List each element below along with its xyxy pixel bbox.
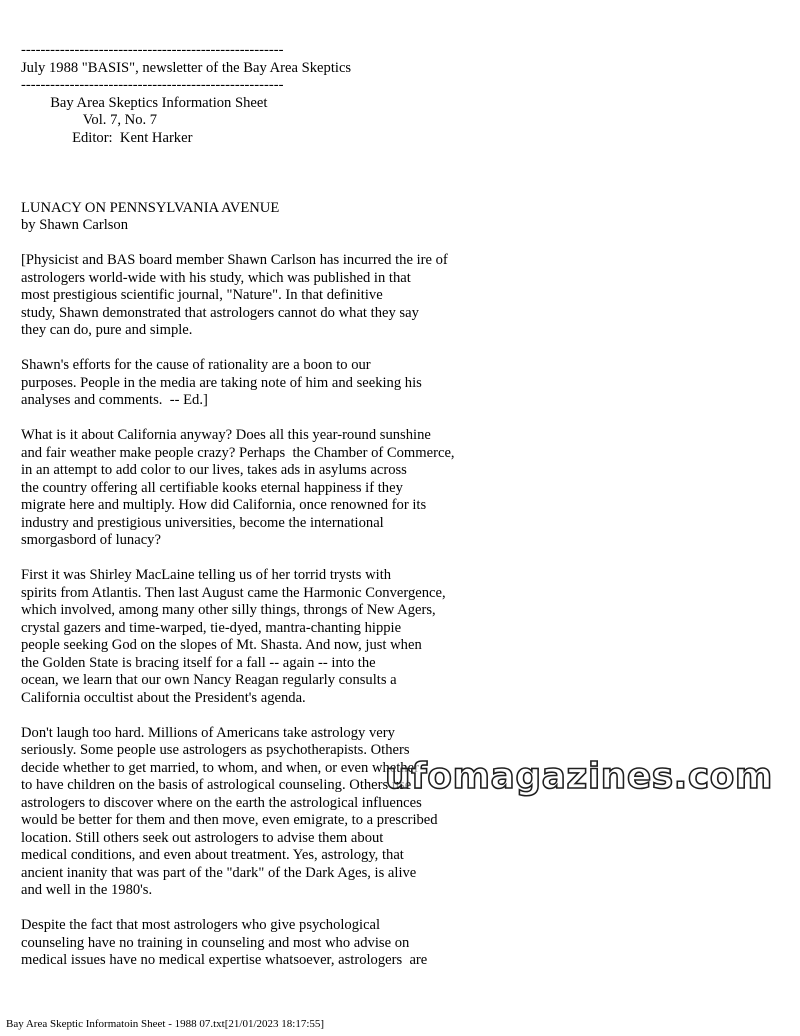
info-sheet-title: Bay Area Skeptics Information Sheet xyxy=(21,94,268,111)
paragraph-line: Despite the fact that most astrologers who give psychological xyxy=(21,917,381,933)
article-byline: by Shawn Carlson xyxy=(21,217,129,233)
paragraph-line: location. Still others seek out astrologers to advise them about xyxy=(21,829,384,846)
paragraph-line: would be better for them and then move, even emigrate, to a prescribed xyxy=(21,812,438,828)
header-rule-top: ------------------------------------------------------ xyxy=(21,42,284,58)
paragraph-line: and fair weather make people crazy? Perhaps the Chamber of Commerce, xyxy=(21,444,455,461)
paragraph-line: migrate here and multiply. How did California, once renowned for its xyxy=(21,497,427,513)
volume-number: Vol. 7, No. 7 xyxy=(21,112,158,128)
paragraph-line: counseling have no training in counseling and most who advise on xyxy=(21,934,410,951)
article-title: LUNACY ON PENNSYLVANIA AVENUE xyxy=(21,199,280,216)
paragraph-line: they can do, pure and simple. xyxy=(21,322,193,338)
paragraph-line: in an attempt to add color to our lives, takes ads in asylums across xyxy=(21,462,407,478)
paragraph-line: the Golden State is bracing itself for a fall -- again -- into the xyxy=(21,654,376,671)
paragraph-line: What is it about California anyway? Does all this year-round sunshine xyxy=(21,427,431,443)
paragraph-line: medical conditions, and even about treatment. Yes, astrology, that xyxy=(21,847,404,863)
document-page xyxy=(21,42,781,970)
paragraph-line: spirits from Atlantis. Then last August came the Harmonic Convergence, xyxy=(21,584,446,601)
paragraph-line: seriously. Some people use astrologers as psychotherapists. Others xyxy=(21,742,410,758)
paragraph-line: analyses and comments. -- Ed.] xyxy=(21,392,208,408)
paragraph-line: industry and prestigious universities, become the international xyxy=(21,514,384,531)
paragraph-line: Shawn's efforts for the cause of rationality are a boon to our xyxy=(21,357,371,373)
paragraph-line: to have children on the basis of astrological counseling. Others use xyxy=(21,777,412,793)
paragraph-line: smorgasbord of lunacy? xyxy=(21,532,161,548)
paragraph-line: and well in the 1980's. xyxy=(21,882,153,898)
paragraph-line: the country offering all certifiable kooks eternal happiness if they xyxy=(21,479,403,496)
paragraph-line: decide whether to get married, to whom, and when, or even whether xyxy=(21,759,419,776)
editor-credit: Editor: Kent Harker xyxy=(21,129,193,146)
paragraph-line: people seeking God on the slopes of Mt. Shasta. And now, just when xyxy=(21,637,422,653)
newsletter-title: July 1988 "BASIS", newsletter of the Bay Area Skeptics xyxy=(21,59,352,76)
paragraph-line: purposes. People in the media are taking note of him and seeking his xyxy=(21,374,422,391)
paragraph-line: First it was Shirley MacLaine telling us of her torrid trysts with xyxy=(21,567,392,583)
header-rule-bottom: ------------------------------------------------------ xyxy=(21,77,284,93)
paragraph-line: most prestigious scientific journal, "Nature". In that definitive xyxy=(21,287,383,303)
paragraph-line: crystal gazers and time-warped, tie-dyed, mantra-chanting hippie xyxy=(21,619,402,636)
watermark-text: ufomagazines.com xyxy=(385,756,773,797)
paragraph-line: [Physicist and BAS board member Shawn Carlson has incurred the ire of xyxy=(21,252,448,268)
article-body xyxy=(21,252,781,970)
paragraph-line: which involved, among many other silly things, throngs of New Agers, xyxy=(21,602,436,618)
paragraph-line: California occultist about the President's agenda. xyxy=(21,689,306,706)
paragraph-line: ocean, we learn that our own Nancy Reagan regularly consults a xyxy=(21,672,397,688)
paragraph-line: study, Shawn demonstrated that astrologers cannot do what they say xyxy=(21,304,419,321)
paragraph-line: Don't laugh too hard. Millions of Americans take astrology very xyxy=(21,724,395,741)
paragraph-line: ancient inanity that was part of the "dark" of the Dark Ages, is alive xyxy=(21,864,417,881)
paragraph-line: medical issues have no medical expertise whatsoever, astrologers are xyxy=(21,952,428,968)
page-footer: Bay Area Skeptic Informatoin Sheet - 1988 07.txt[21/01/2023 18:17:55] xyxy=(6,1018,325,1030)
paragraph-line: astrologers world-wide with his study, which was published in that xyxy=(21,269,411,286)
paragraph-line: astrologers to discover where on the earth the astrological influences xyxy=(21,794,422,811)
